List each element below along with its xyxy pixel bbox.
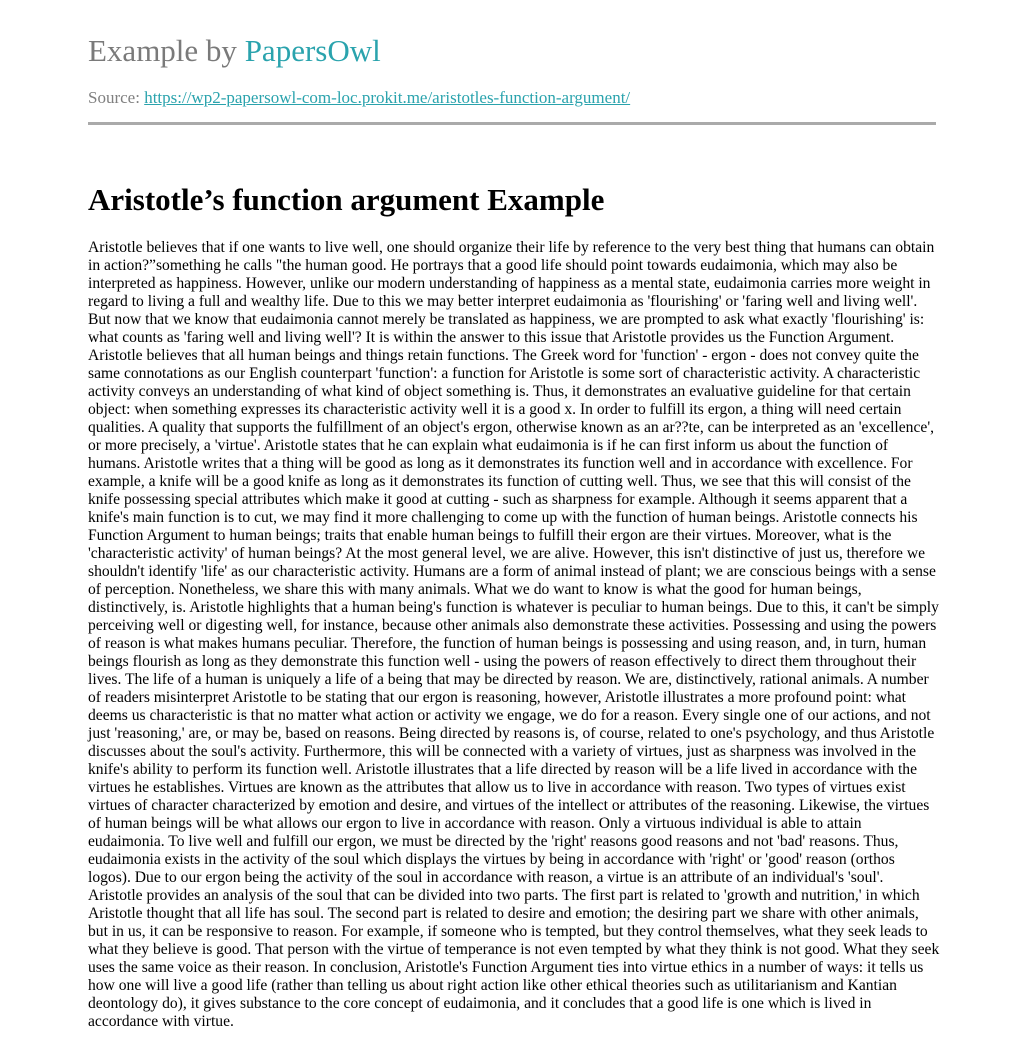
source-line	[88, 88, 630, 108]
source-link[interactable]: https://wp2-papersowl-com-loc.prokit.me/aristotles-function-argument/	[144, 88, 631, 107]
brand-name: PapersOwl	[244, 33, 381, 68]
header-divider	[88, 122, 936, 125]
source-label: Source:	[88, 88, 140, 107]
article-body: Aristotle believes that if one wants to live well, one should organize their life by reference to the very best thing that humans can obtain in action?”something he calls "the human good. He portrays that a good life should point towards eudaimonia, which may also be interpreted as happiness. However, unlike our modern understanding of happiness as a mental state, eudaimonia carries more weight in regard to living a full and wealthy life. Due to this we may better interpret eudaimonia as 'flourishing' or 'faring well and living well'. But now that we know that eudaimonia cannot merely be translated as happiness, we are prompted to ask what exactly 'flourishing' is: what counts as 'faring well and living well'? It is within the answer to this issue that Aristotle provides us the Function Argument. Aristotle believes that all human beings and things retain functions. The Greek word for 'function' - ergon - does not convey quite the same connotations as our English counterpart 'function': a function for Aristotle is some sort of characteristic activity. A characteristic activity conveys an understanding of what kind of object something is. Thus, it demonstrates an evaluative guideline for that certain object: when something expresses its characteristic activity well it is a good x. In order to fulfill its ergon, a thing will need certain qualities. A quality that supports the fulfillment of an object's ergon, otherwise known as an ar??te, can be interpreted as an 'excellence', or more precisely, a 'virtue'. Aristotle states that he can explain what eudaimonia is if he can first inform us about the function of humans. Aristotle writes that a thing will be good as long as it demonstrates its function well and in accordance with excellence. For example, a knife will be a good knife as long as it demonstrates its function of cutting well. Thus, we see that this will consist of the knife possessing special attributes which make it good at cutting - such as sharpness for example. Although it seems apparent that a knife's main function is to cut, we may find it more challenging to come up with the function of human beings. Aristotle connects his Function Argument to human beings; traits that enable human beings to fulfill their ergon are their virtues. Moreover, what is the 'characteristic activity' of human beings? At the most general level, we are alive. However, this isn't distinctive of just us, therefore we shouldn't identify 'life' as our characteristic activity. Humans are a form of animal instead of plant; we are conscious beings with a sense of perception. Nonetheless, we share this with many animals. What we do want to know is what the good for human beings, distinctively, is. Aristotle highlights that a human being's function is whatever is peculiar to human beings. Due to this, it can't be simply perceiving well or digesting well, for instance, because other animals also demonstrate these activities. Possessing and using the powers of reason is what makes humans peculiar. Therefore, the function of human beings is possessing and using reason, and, in turn, human beings flourish as long as they demonstrate this function well - using the powers of reason effectively to direct them throughout their lives. The life of a human is uniquely a life of a being that may be directed by reason. We are, distinctively, rational animals. A number of readers misinterpret Aristotle to be stating that our ergon is reasoning, however, Aristotle illustrates a more profound point: what deems us characteristic is that no matter what action or activity we engage, we do for a reason. Every single one of our actions, and not just 'reasoning,' are, or may be, based on reasons. Being directed by reasons is, of course, related to one's psychology, and thus Aristotle discusses about the soul's activity. Furthermore, this will be connected with a variety of virtues, just as sharpness was involved in the knife's ability to perform its function well. Aristotle illustrates that a life directed by reason will be a life lived in accordance with the virtues he establishes. Virtues are known as the attributes that allow us to live in accordance with reason. Two types of virtues exist virtues of character characterized by emotion and desire, and virtues of the intellect or attributes of the reasoning. Likewise, the virtues of human beings will be what allows our ergon to live in accordance with reason. Only a virtuous individual is able to attain eudaimonia. To live well and fulfill our ergon, we must be directed by the 'right' reasons good reasons and not 'bad' reasons. Thus, eudaimonia exists in the activity of the soul which displays the virtues by being in accordance with 'right' or 'good' reason (orthos logos). Due to our ergon being the activity of the soul in accordance with reason, a virtue is an attribute of an individual's 'soul'. Aristotle provides an analysis of the soul that can be divided into two parts. The first part is related to 'growth and nutrition,' in which Aristotle thought that all life has soul. The second part is related to desire and emotion; the desiring part we share with other animals, but in us, it can be responsive to reason. For example, if someone who is tempted, but they control themselves, what they seek leads to what they believe is good. That person with the virtue of temperance is not even tempted by what they think is not good. What they seek uses the same voice as their reason. In conclusion, Aristotle's Function Argument ties into virtue ethics in a number of ways: it tells us how one will live a good life (rather than telling us about right action like other ethical theories such as utilitarianism and Kantian deontology do), it gives substance to the core concept of eudaimonia, and it concludes that a good life is one which is lived in accordance with virtue.	[88, 239, 940, 1030]
brand-header	[88, 33, 381, 69]
article-title: Aristotle’s function argument Example	[88, 182, 605, 217]
brand-prefix: Example by	[88, 33, 237, 68]
